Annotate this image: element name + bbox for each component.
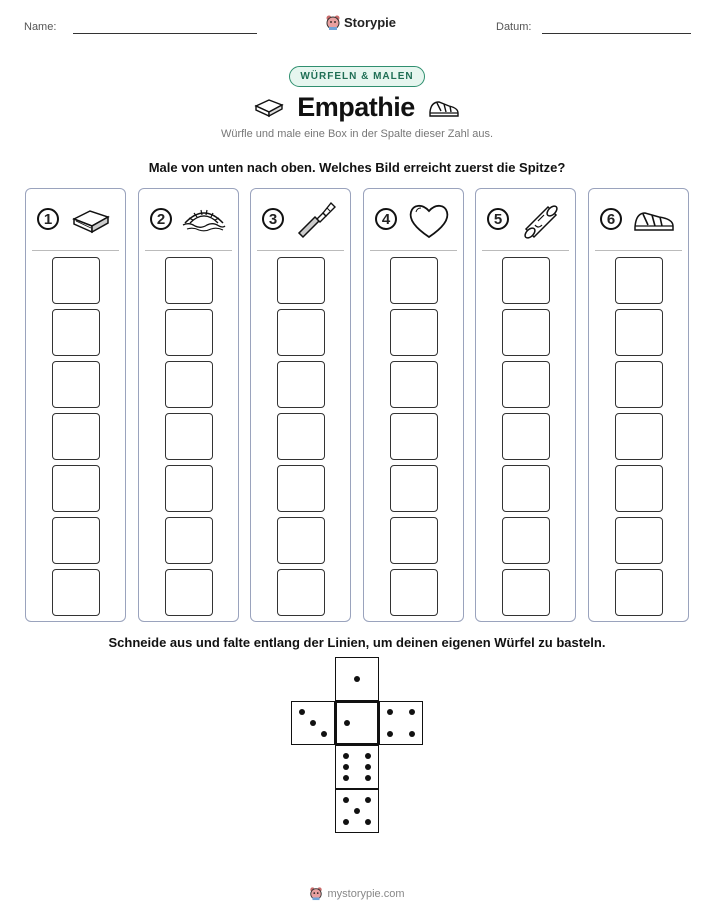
color-box[interactable] [502,465,550,512]
die-face-4 [379,701,423,745]
bridge-icon [181,199,227,241]
color-box[interactable] [390,465,438,512]
color-box[interactable] [390,569,438,616]
color-box[interactable] [277,309,325,356]
column-divider [482,250,569,251]
color-box[interactable] [390,517,438,564]
color-box[interactable] [502,413,550,460]
color-box[interactable] [165,517,213,564]
column-number: 2 [150,208,172,230]
color-box[interactable] [52,465,100,512]
color-box[interactable] [52,361,100,408]
color-box[interactable] [52,517,100,564]
color-box[interactable] [165,309,213,356]
date-label: Datum: [496,21,532,33]
color-box[interactable] [277,517,325,564]
color-box[interactable] [390,309,438,356]
column-3 [250,188,351,622]
color-box[interactable] [165,257,213,304]
color-box[interactable] [52,257,100,304]
color-box[interactable] [277,465,325,512]
subtitle: Würfle und male eine Box in der Spalte dieser Zahl aus. [220,128,494,140]
date-field[interactable] [542,33,691,34]
color-box[interactable] [615,257,663,304]
color-box[interactable] [390,257,438,304]
column-5 [475,188,576,622]
color-box[interactable] [615,465,663,512]
color-box[interactable] [277,257,325,304]
column-divider [257,250,344,251]
color-box[interactable] [52,413,100,460]
book-icon [68,199,114,241]
column-number: 4 [375,208,397,230]
column-number: 6 [600,208,622,230]
color-box[interactable] [277,569,325,616]
color-box[interactable] [52,309,100,356]
die-face-5 [335,789,379,833]
name-label: Name: [24,21,57,33]
brand-logo [325,14,396,31]
scroll-icon [518,199,564,241]
color-box[interactable] [165,465,213,512]
column-divider [370,250,457,251]
color-box[interactable] [615,569,663,616]
die-face-1 [335,701,379,745]
sandal-icon [631,199,677,241]
storypie-mascot-icon [325,14,341,31]
die-face-3 [291,701,335,745]
color-box[interactable] [502,517,550,564]
column-2 [138,188,239,622]
color-box[interactable] [165,361,213,408]
column-divider [145,250,232,251]
color-box[interactable] [277,413,325,460]
footer-url[interactable]: mystorypie.com [327,887,405,900]
column-number: 3 [262,208,284,230]
column-divider [595,250,682,251]
brand-name: Storypie [344,15,397,30]
color-box[interactable] [615,361,663,408]
color-box[interactable] [615,309,663,356]
column-4 [363,188,464,622]
color-box[interactable] [502,257,550,304]
column-number: 5 [487,208,509,230]
storypie-mascot-icon [309,886,323,901]
color-box[interactable] [277,361,325,408]
footer [309,886,404,901]
sandal-icon [427,96,461,120]
die-face-1 [335,657,379,701]
book-icon [253,96,285,120]
color-box[interactable] [52,569,100,616]
column-6 [588,188,689,622]
column-1 [25,188,126,622]
category-badge: WÜRFELN & MALEN [289,66,424,87]
page-title: Empathie [297,92,415,122]
color-box[interactable] [502,569,550,616]
heart-icon [406,199,452,241]
color-box[interactable] [390,413,438,460]
color-box[interactable] [502,309,550,356]
cut-instructions: Schneide aus und falte entlang der Linien, um deinen eigenen Würfel zu basteln. [108,635,606,650]
instructions: Male von unten nach oben. Welches Bild erreicht zuerst die Spitze? [148,160,566,175]
color-box[interactable] [615,413,663,460]
die-face-6 [335,745,379,789]
color-box[interactable] [390,361,438,408]
column-divider [32,250,119,251]
title-row [0,92,714,123]
column-number: 1 [37,208,59,230]
chisel-icon [293,199,339,241]
color-box[interactable] [502,361,550,408]
color-box[interactable] [615,517,663,564]
name-field[interactable] [73,33,257,34]
color-box[interactable] [165,569,213,616]
color-box[interactable] [165,413,213,460]
